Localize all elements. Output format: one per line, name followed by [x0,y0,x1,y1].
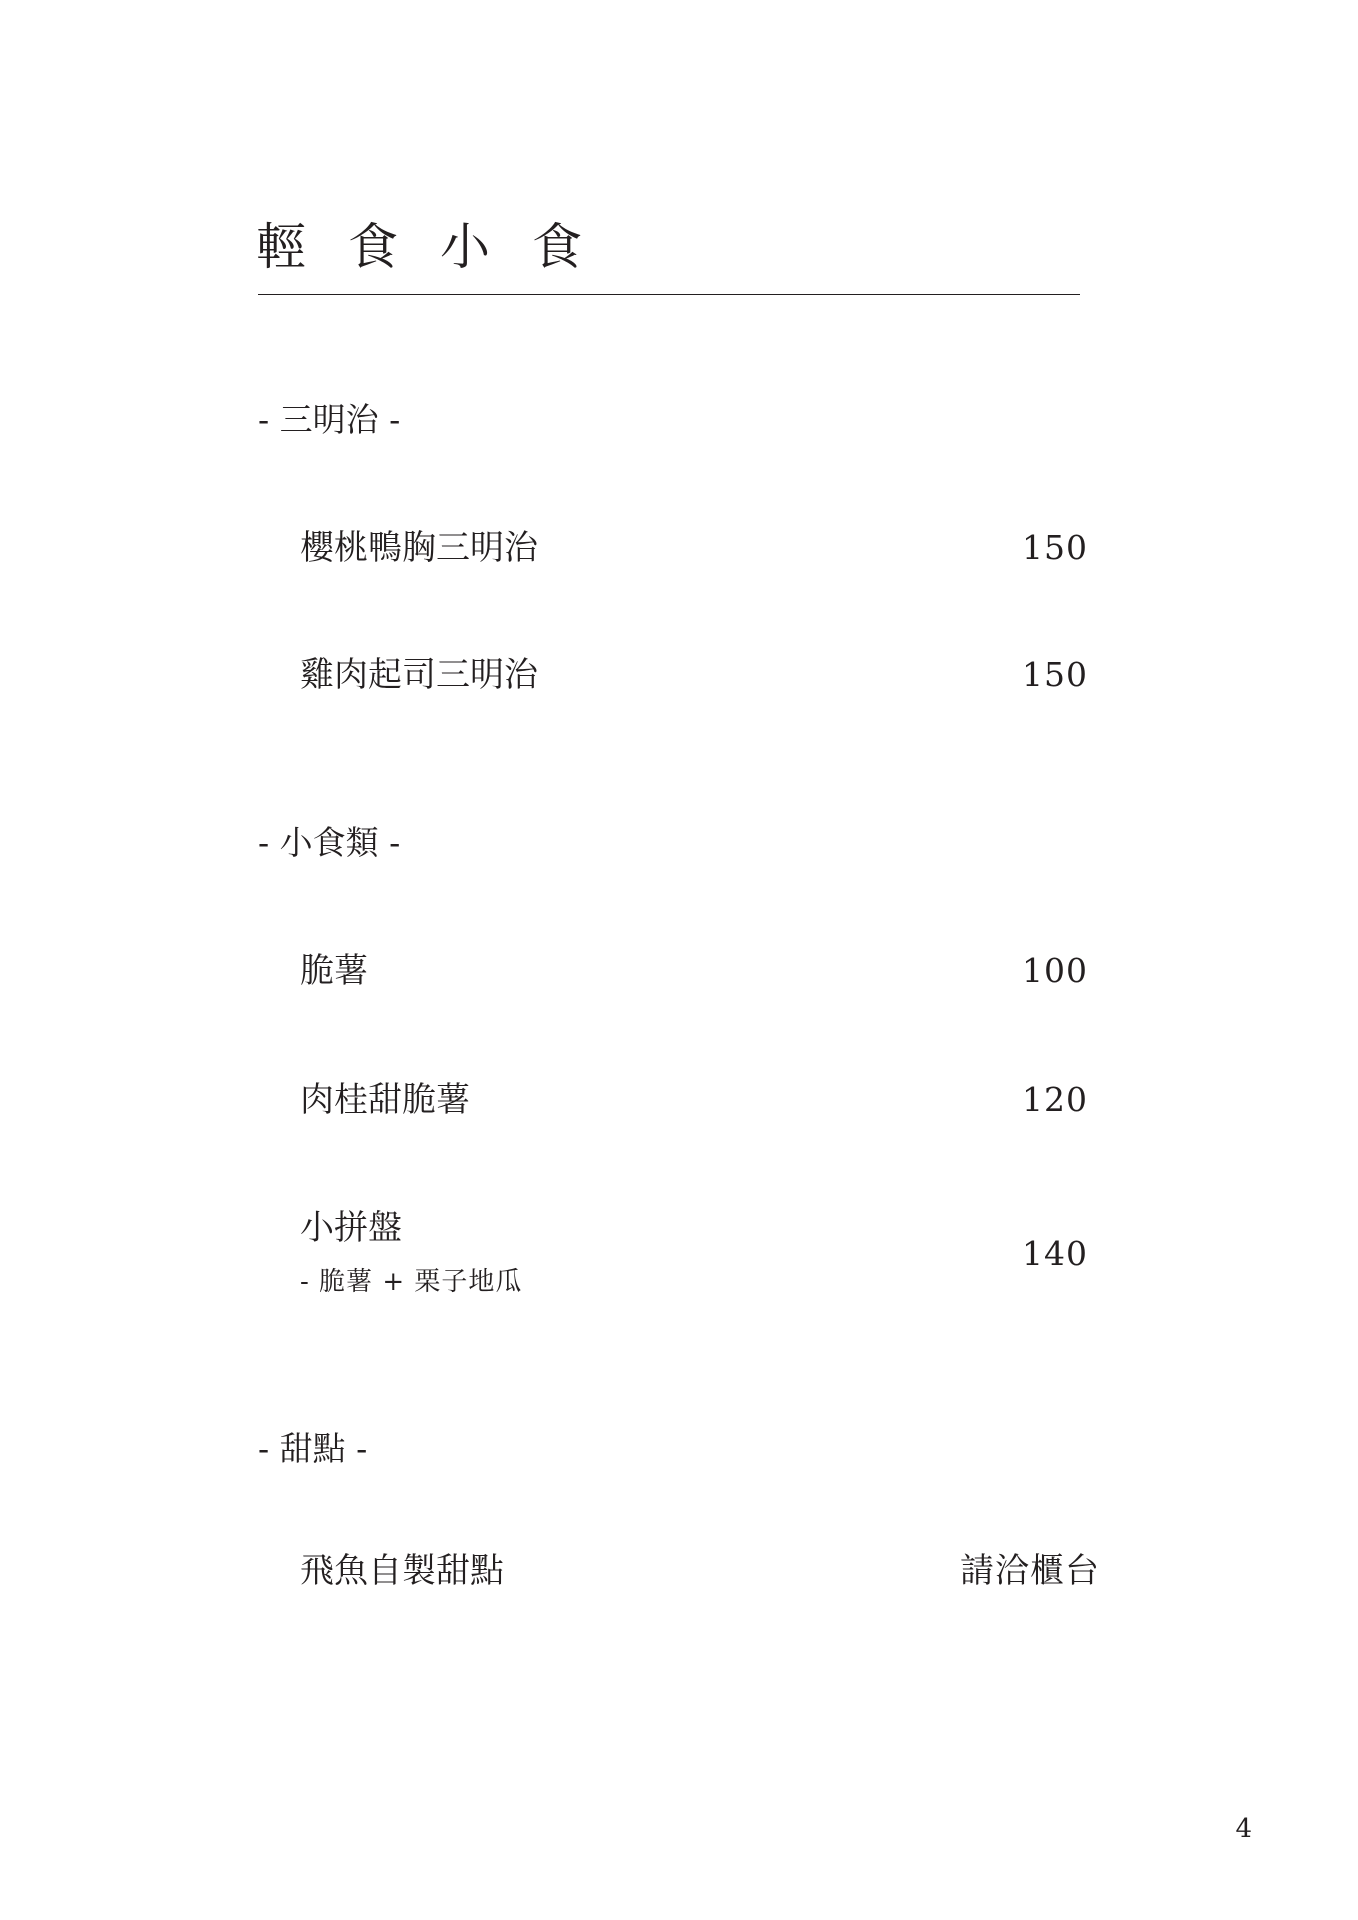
page-title: 輕食小食 [256,218,624,276]
menu-item-name: 小拼盤 [300,1208,402,1248]
section-heading-sandwich: - 三明治 - [258,400,401,439]
menu-item-name: 飛魚自製甜點 [300,1551,504,1591]
section-heading-snacks: - 小食類 - [258,823,401,862]
menu-item-price: 120 [1022,1080,1088,1119]
menu-item-price: 請洽櫃台 [960,1551,1100,1591]
menu-item-price: 140 [1022,1234,1088,1273]
menu-item-note: - 脆薯 + 栗子地瓜 [300,1267,523,1297]
title-divider [258,294,1080,295]
page-number: 4 [1235,1814,1252,1844]
menu-item-price: 150 [1022,655,1088,694]
menu-item-name: 肉桂甜脆薯 [300,1080,470,1120]
section-heading-desserts: - 甜點 - [258,1429,368,1468]
menu-item-price: 100 [1022,951,1088,990]
menu-item-name: 脆薯 [300,951,368,991]
menu-item-name: 雞肉起司三明治 [300,655,538,695]
menu-item-name: 櫻桃鴨胸三明治 [300,528,538,568]
menu-item-price: 150 [1022,528,1088,567]
